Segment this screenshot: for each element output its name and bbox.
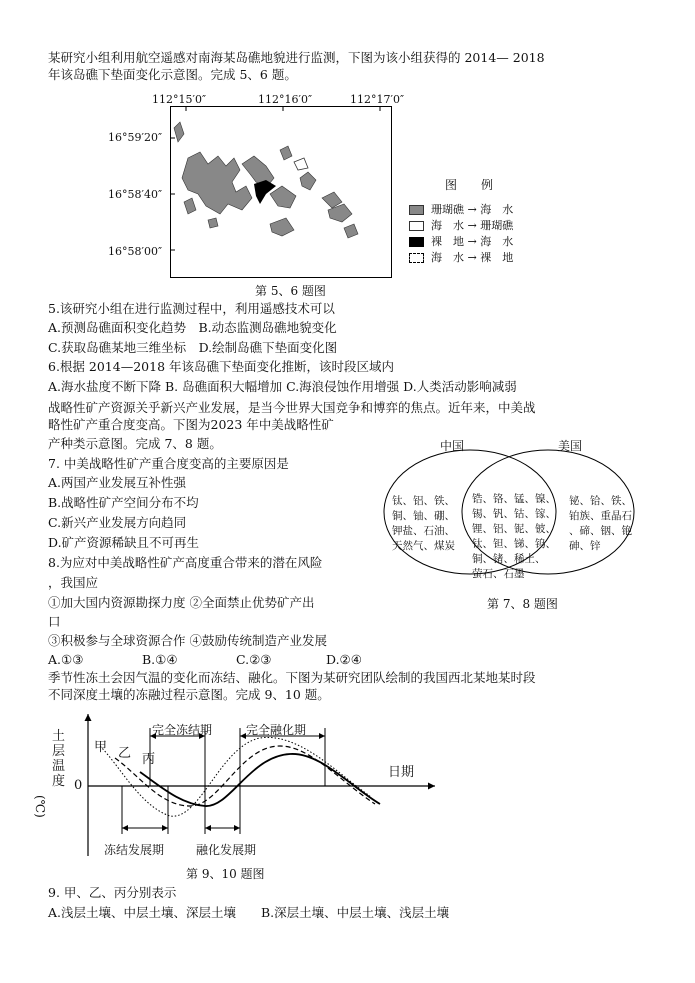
legend-title: 图 例 xyxy=(445,178,494,192)
venn-right-line: 砷、锌 xyxy=(569,540,601,552)
venn-mid-line: 钛、钽、锑、钨、 xyxy=(472,538,556,550)
venn-left-line: 天然气、煤炭 xyxy=(392,540,455,552)
graph-ylabel-3: 温 xyxy=(52,759,66,774)
graph-caption: 第 9、10 题图 xyxy=(186,867,265,881)
q8-stem-1: 8.为应对中美战略性矿产高度重合带来的潜在风险 xyxy=(48,555,323,570)
legend-item-4: 海 水 → 裸 地 xyxy=(431,251,514,264)
intro2-line2: 略性矿产重合度变高。下图为2023 年中美战略性矿 xyxy=(48,417,334,432)
q8-option-c: C.②③ xyxy=(236,652,272,667)
venn-left-line: 铜、铀、硼、 xyxy=(392,510,455,522)
graph-ylabel-4: 度 xyxy=(52,774,66,789)
venn-overlap xyxy=(472,492,556,582)
q5-options-ab: A.预测岛礁面积变化趋势 B.动态监测岛礁地貌变化 xyxy=(48,320,337,335)
intro3-line1: 季节性冻土会因气温的变化而冻结、融化。下图为某研究团队绘制的我国西北某地某时段 xyxy=(48,670,536,685)
legend-item-1: 珊瑚礁 → 海 水 xyxy=(431,203,514,216)
intro1-line1: 某研究小组利用航空遥感对南海某岛礁地貌进行监测，下图为该小组获得的 2014— 2018 xyxy=(48,50,545,65)
q8-stem-2: ，我国应 xyxy=(48,575,99,590)
q7-option-b: B.战略性矿产空间分布不均 xyxy=(48,495,199,510)
venn-china-only xyxy=(392,494,455,554)
graph-xlabel: 日期 xyxy=(388,765,415,780)
curve-label-yi: 乙 xyxy=(118,746,132,761)
q7-stem: 7. 中美战略性矿产重合度变高的主要原因是 xyxy=(48,456,289,471)
venn-mid-line: 锡、钒、钴、镓、 xyxy=(472,508,556,520)
q8-option-a: A.①③ xyxy=(48,652,84,667)
venn-mid-line: 萤石、石墨 xyxy=(472,568,525,580)
legend-item-2: 海 水 → 珊瑚礁 xyxy=(431,219,514,232)
q8-option-d: D.②④ xyxy=(326,652,362,667)
q9-options: A.浅层土壤、中层土壤、深层土壤 B.深层土壤、中层土壤、浅层土壤 xyxy=(48,905,450,920)
venn-label-usa: 美国 xyxy=(558,439,583,453)
intro2-line1: 战略性矿产资源关乎新兴产业发展，是当今世界大国竞争和博弈的焦点。近年来，中美战 xyxy=(48,400,536,415)
label-melt-develop: 融化发展期 xyxy=(196,843,257,857)
lat-label-3: 16°58′00″ xyxy=(108,245,163,258)
label-full-freeze: 完全冻结期 xyxy=(152,723,213,737)
curve-label-jia: 甲 xyxy=(94,740,108,755)
venn-mid-line: 锆、铬、锰、镍、 xyxy=(472,493,556,505)
venn-right-line: 铋、铪、铁、 xyxy=(569,495,632,507)
lon-label-2: 112°16′0″ xyxy=(258,93,313,106)
q8-items-34: ③积极参与全球资源合作 ④鼓励传统制造产业发展 xyxy=(48,633,327,648)
intro2-line3: 产种类示意图。完成 7、8 题。 xyxy=(48,436,222,451)
legend-item-3: 裸 地 → 海 水 xyxy=(431,235,514,248)
q8-option-b: B.①④ xyxy=(142,652,178,667)
graph-ylabel-2: 层 xyxy=(52,744,66,759)
intro3-line2: 不同深度土壤的冻融过程示意图。完成 9、10 题。 xyxy=(48,687,330,702)
legend-swatch-bare-sea xyxy=(409,237,424,247)
q7-option-d: D.矿产资源稀缺且不可再生 xyxy=(48,535,200,550)
legend-swatch-coral-sea xyxy=(409,205,424,215)
lat-label-1: 16°59′20″ xyxy=(108,131,163,144)
q6-stem: 6.根据 2014—2018 年该岛礁下垫面变化推断，该时段区域内 xyxy=(48,359,394,374)
q6-options: A.海水盐度不断下降 B. 岛礁面积大幅增加 C.海浪侵蚀作用增强 D.人类活动影响减弱 xyxy=(48,379,517,394)
q7-option-c: C.新兴产业发展方向趋同 xyxy=(48,515,187,530)
venn-right-line: 铂族、重晶石 xyxy=(569,510,632,522)
curve-bing xyxy=(140,754,380,806)
q8-items-12: ①加大国内资源勘探力度 ②全面禁止优势矿产出 xyxy=(48,595,315,610)
intro1-line2: 年该岛礁下垫面变化示意图。完成 5、6 题。 xyxy=(48,67,297,82)
q7-option-a: A.两国产业发展互补性强 xyxy=(48,475,187,490)
venn-usa-only xyxy=(569,494,632,554)
venn-left-line: 钛、铝、铁、 xyxy=(392,495,455,507)
legend-swatch-sea-coral xyxy=(409,221,424,231)
q5-stem: 5.该研究小组在进行监测过程中，利用遥感技术可以 xyxy=(48,301,335,316)
venn-label-china: 中国 xyxy=(440,439,465,453)
venn-mid-line: 铜、锗、稀土、 xyxy=(472,553,546,565)
lat-label-2: 16°58′40″ xyxy=(108,188,163,201)
label-freeze-develop: 冻结发展期 xyxy=(104,843,165,857)
venn-left-line: 钾盐、石油、 xyxy=(392,525,455,537)
graph-ylabel-1: 土 xyxy=(52,729,66,744)
curve-jia xyxy=(100,737,370,816)
venn-right-line: 、碲、铟、铯 xyxy=(569,525,632,537)
lon-label-3: 112°17′0″ xyxy=(350,93,405,106)
map-caption: 第 5、6 题图 xyxy=(255,284,326,298)
reef-map xyxy=(170,106,392,278)
label-full-melt: 完全融化期 xyxy=(246,723,307,737)
venn-mid-line: 锂、铝、铌、铍、 xyxy=(472,523,556,535)
q9-stem: 9. 甲、乙、丙分别表示 xyxy=(48,885,177,900)
lon-label-1: 112°15′0″ xyxy=(152,93,207,106)
q5-options-cd: C.获取岛礁某地三维坐标 D.绘制岛礁下垫面变化图 xyxy=(48,340,338,355)
graph-zero-label: 0 xyxy=(74,778,83,793)
graph-yunit: (℃) xyxy=(33,795,47,818)
venn-caption: 第 7、8 题图 xyxy=(487,597,558,611)
q8-items-12-cont: 口 xyxy=(48,614,61,629)
legend-swatch-sea-bare xyxy=(409,253,424,263)
curve-label-bing: 丙 xyxy=(142,752,156,767)
